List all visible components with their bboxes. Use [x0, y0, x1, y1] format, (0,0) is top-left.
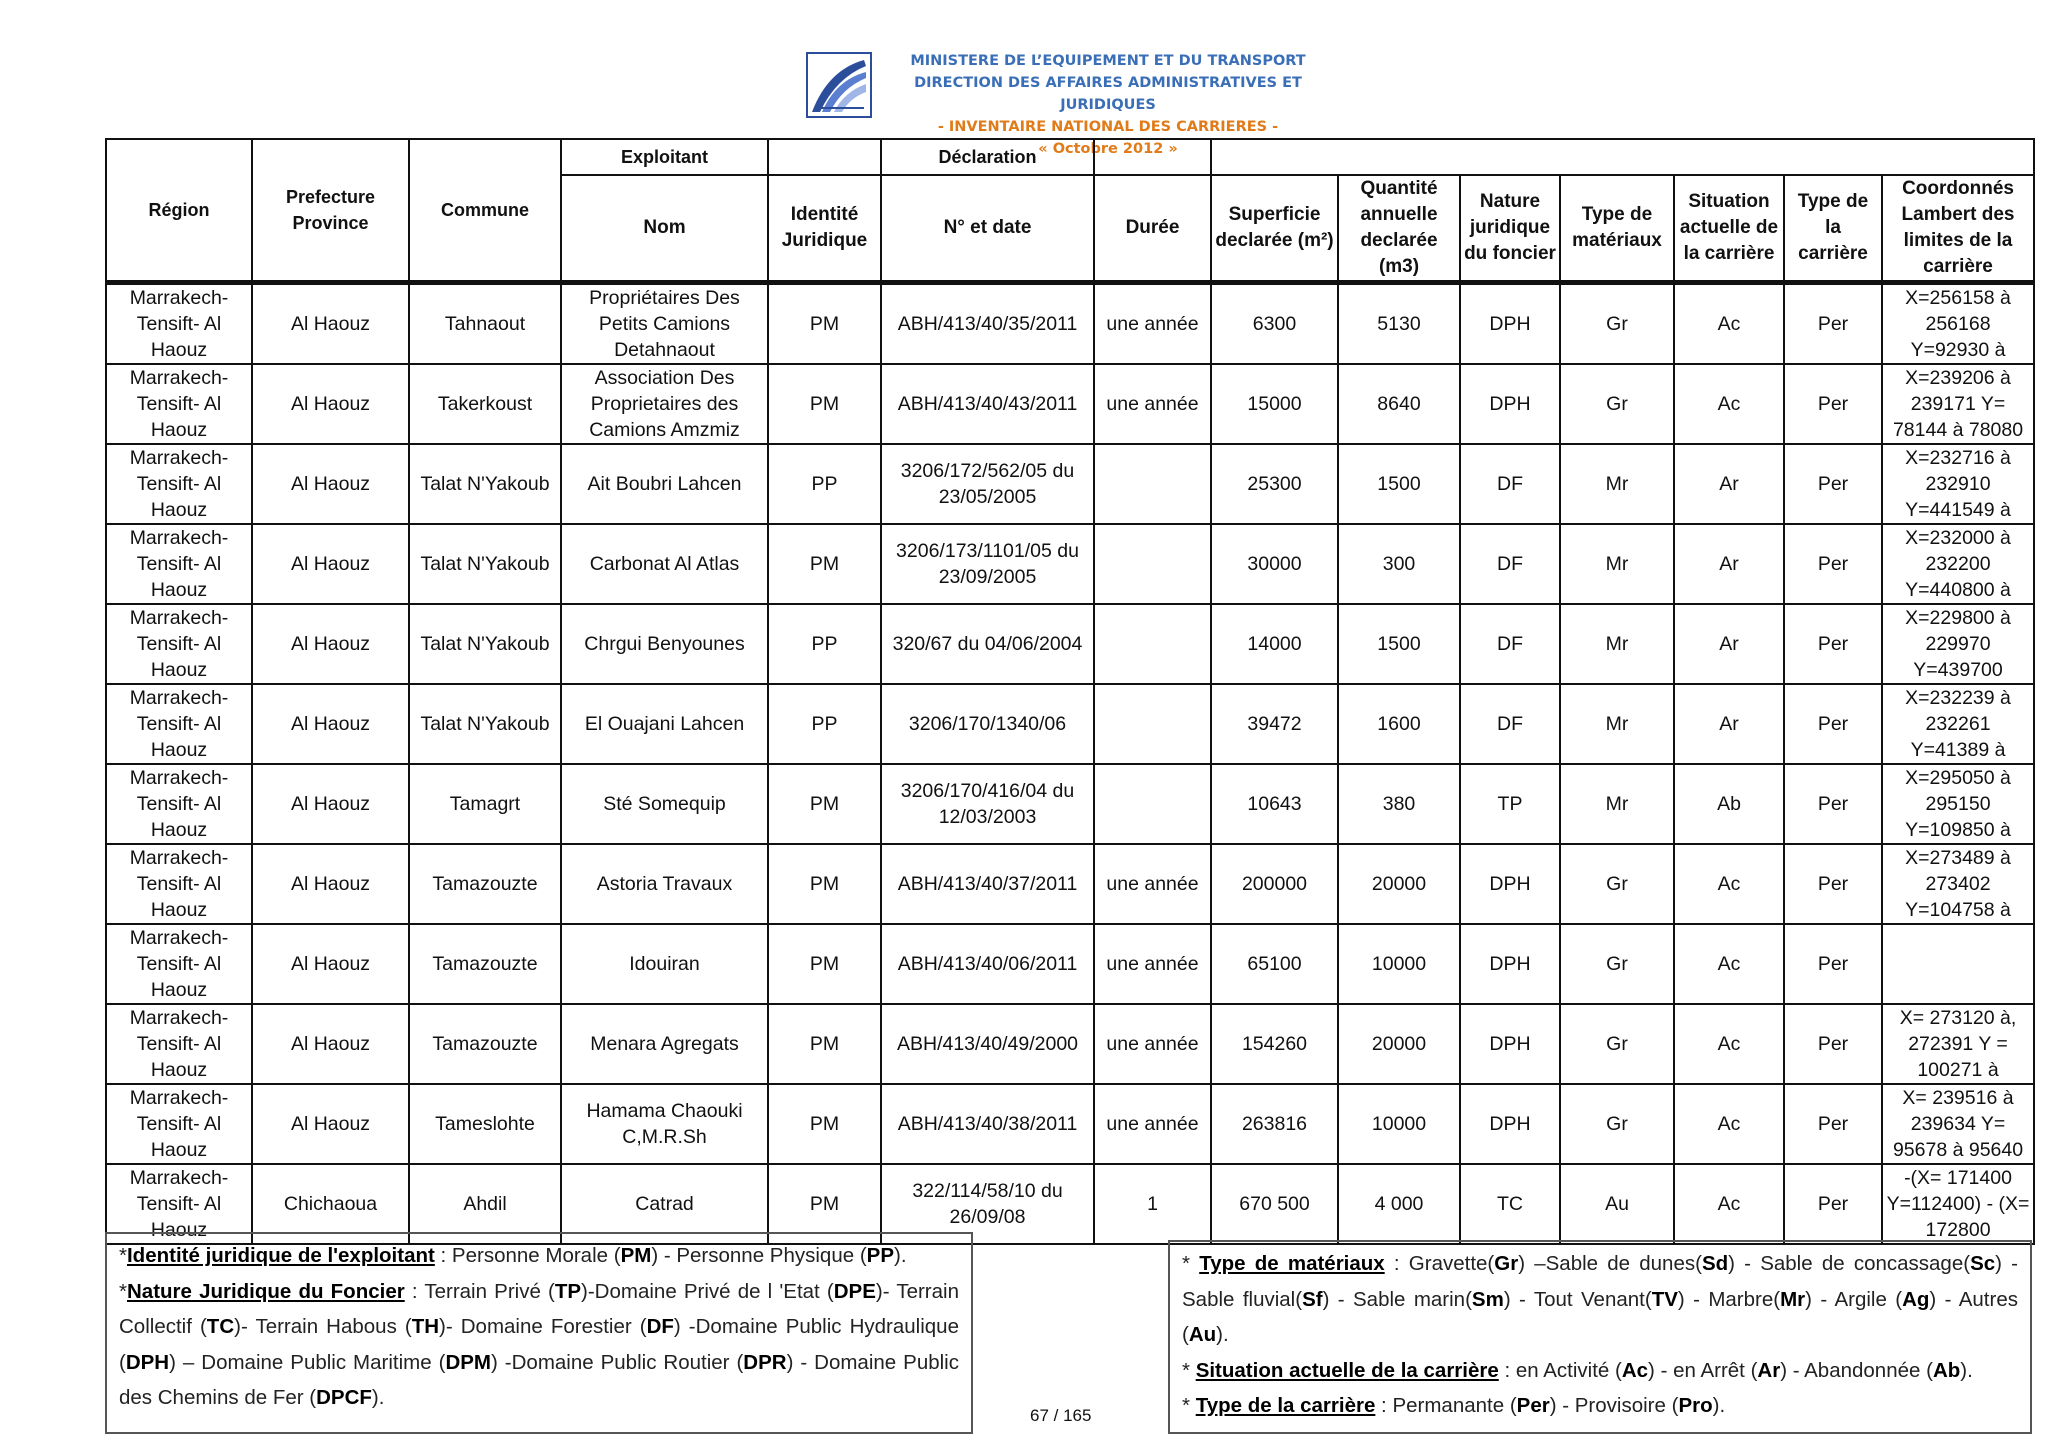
- legend-text: ).: [371, 1386, 385, 1409]
- group-header-declaration: Déclaration: [881, 139, 1094, 175]
- legend-code: TH: [411, 1315, 440, 1338]
- table-cell: DPH: [1460, 283, 1560, 365]
- table-cell: Al Haouz: [252, 684, 409, 764]
- table-cell: Ait Boubri Lahcen: [561, 444, 768, 524]
- table-cell: 30000: [1211, 524, 1338, 604]
- table-cell: 10000: [1338, 1084, 1460, 1164]
- table-cell: une année: [1094, 1004, 1211, 1084]
- table-row: [106, 684, 2034, 764]
- legend-title: Nature Juridique du Foncier: [126, 1279, 405, 1303]
- table-row: [106, 924, 2034, 1004]
- table-cell: Al Haouz: [252, 283, 409, 365]
- legend-text: ).: [1216, 1323, 1229, 1346]
- legend-title: Identité juridique de l'exploitant: [126, 1244, 435, 1267]
- table-cell: 20000: [1338, 1004, 1460, 1084]
- quarry-inventory-table: [105, 138, 2035, 1245]
- table-cell: Gr: [1560, 844, 1674, 924]
- table-cell: Au: [1560, 1164, 1674, 1244]
- table-cell: Marrakech- Tensift- Al Haouz: [106, 283, 252, 365]
- col-header: Identité Juridique: [768, 175, 881, 283]
- table-row: [106, 844, 2034, 924]
- table-cell: PM: [768, 1084, 881, 1164]
- table-cell: 39472: [1211, 684, 1338, 764]
- legend-text: ) - Personne Physique (: [651, 1244, 867, 1267]
- col-header: Superficie declarée (m²): [1211, 175, 1338, 283]
- table-cell: 14000: [1211, 604, 1338, 684]
- table-cell: Al Haouz: [252, 764, 409, 844]
- table-row: [106, 764, 2034, 844]
- table-cell: Marrakech- Tensift- Al Haouz: [106, 924, 252, 1004]
- legend-code: DPH: [125, 1350, 170, 1374]
- legend-text: ) - Provisoire (: [1549, 1394, 1679, 1417]
- table-cell: Marrakech- Tensift- Al Haouz: [106, 604, 252, 684]
- table-cell: DPH: [1460, 924, 1560, 1004]
- legend-code: Ag: [1902, 1287, 1930, 1311]
- table-row: [106, 1084, 2034, 1164]
- table-cell: Marrakech- Tensift- Al Haouz: [106, 1084, 252, 1164]
- table-cell: El Ouajani Lahcen: [561, 684, 768, 764]
- table-cell: [1094, 684, 1211, 764]
- legend-text: )- Terrain Collectif (: [119, 1279, 959, 1338]
- table-cell: Ar: [1674, 444, 1784, 524]
- legend-text: ).: [894, 1244, 907, 1267]
- table-cell: TP: [1460, 764, 1560, 844]
- table-cell: Tahnaout: [409, 283, 561, 365]
- table-cell: 8640: [1338, 364, 1460, 444]
- table-cell: X=273489 à 273402 Y=104758 à: [1882, 844, 2034, 924]
- col-header: Coordonnés Lambert des limites de la carrière: [1882, 175, 2034, 283]
- legend-text: ).: [1960, 1358, 1973, 1382]
- table-cell: Ac: [1674, 1004, 1784, 1084]
- table-cell: ABH/413/40/35/2011: [881, 283, 1094, 365]
- table-cell: Marrakech- Tensift- Al Haouz: [106, 1164, 252, 1244]
- table-cell: [1094, 604, 1211, 684]
- table-cell: Ac: [1674, 1084, 1784, 1164]
- legend-code: DPM: [445, 1350, 491, 1374]
- legend-materials-text: * Type de matériaux : Gravette(Gr) –Sable de dunes(Sd) - Sable de concassage(Sc) - Sable fluvial(Sf) - Sable marin(Sm) - Tout Venant(TV) - Marbre(Mr) - Argile (Ag) - Autres (Au).: [1182, 1252, 2018, 1346]
- legend-text: : Gravette(: [1384, 1252, 1495, 1275]
- table-cell: PM: [768, 364, 881, 444]
- group-header-empty: [1211, 139, 2034, 175]
- table-cell: Per: [1784, 604, 1882, 684]
- legend-code: TP: [554, 1279, 582, 1303]
- legend-code: Sd: [1701, 1252, 1729, 1275]
- table-cell: 6300: [1211, 283, 1338, 365]
- table-cell: X=232716 à 232910 Y=441549 à: [1882, 444, 2034, 524]
- group-header-empty: [1094, 139, 1211, 175]
- legend-text: ) -Domaine Public Routier (: [491, 1350, 744, 1374]
- legend-text: ) - Sable de concassage(: [1728, 1252, 1971, 1275]
- table-cell: [1094, 444, 1211, 524]
- table-cell: DF: [1460, 444, 1560, 524]
- legend-code: Sc: [1970, 1252, 1996, 1275]
- col-header: Nature juridique du foncier: [1460, 175, 1560, 283]
- legend-code: Au: [1188, 1323, 1217, 1346]
- table-cell: Per: [1784, 283, 1882, 365]
- table-cell: 20000: [1338, 844, 1460, 924]
- table-cell: Propriétaires Des Petits Camions Detahnaout: [561, 283, 768, 365]
- table-cell: -(X= 171400 Y=112400) - (X= 172800: [1882, 1164, 2034, 1244]
- legend-text: : Personne Morale (: [434, 1244, 621, 1267]
- table-cell: X=295050 à 295150 Y=109850 à: [1882, 764, 2034, 844]
- header-date: « Octobre 2012 »: [1038, 141, 1178, 157]
- legend-text: )- Domaine Forestier (: [439, 1315, 647, 1338]
- legend-text: )-Domaine Privé de l 'Etat (: [581, 1279, 834, 1303]
- legend-foncier-text: *Nature Juridique du Foncier : Terrain Privé (TP)-Domaine Privé de l 'Etat (DPE)- Terrain Collectif (TC)- Terrain Habous (TH)- Domaine Forestier (DF) -Domaine Public Hydraulique (DPH) – Domaine Public Maritime (DPM) -Domaine Public Routier (DPR) - Domaine Public des Chemins de Fer (DPCF).: [119, 1279, 959, 1409]
- table-cell: Al Haouz: [252, 1004, 409, 1084]
- table-cell: une année: [1094, 924, 1211, 1004]
- table-cell: Mr: [1560, 604, 1674, 684]
- table-cell: Takerkoust: [409, 364, 561, 444]
- legend-title: Type de la carrière: [1195, 1394, 1376, 1417]
- table-cell: X= 273120 à, 272391 Y = 100271 à: [1882, 1004, 2034, 1084]
- legend-title: Type de matériaux: [1199, 1252, 1385, 1275]
- table-cell: [1094, 524, 1211, 604]
- table-cell: 3206/173/1101/05 du 23/09/2005: [881, 524, 1094, 604]
- table-cell: 380: [1338, 764, 1460, 844]
- table-cell: Al Haouz: [252, 604, 409, 684]
- table-cell: Marrakech- Tensift- Al Haouz: [106, 444, 252, 524]
- legend-text: ) - en Arrêt (: [1648, 1358, 1758, 1382]
- group-header-row: [106, 139, 2034, 175]
- table-cell: Marrakech- Tensift- Al Haouz: [106, 764, 252, 844]
- table-cell: Talat N'Yakoub: [409, 604, 561, 684]
- table-cell: Mr: [1560, 764, 1674, 844]
- table-cell: ABH/413/40/43/2011: [881, 364, 1094, 444]
- table-cell: 3206/172/562/05 du 23/05/2005: [881, 444, 1094, 524]
- table-cell: X=232239 à 232261 Y=41389 à: [1882, 684, 2034, 764]
- group-header-exploitant: Exploitant: [561, 139, 768, 175]
- table-cell: Tamagrt: [409, 764, 561, 844]
- legend-code: DF: [646, 1315, 674, 1338]
- table-cell: PM: [768, 283, 881, 365]
- table-cell: Per: [1784, 764, 1882, 844]
- legend-text: ) - Argile (: [1805, 1287, 1903, 1311]
- table-cell: Ac: [1674, 1164, 1784, 1244]
- legend-text: )- Terrain Habous (: [234, 1315, 412, 1338]
- col-header: Quantité annuelle declarée (m3): [1338, 175, 1460, 283]
- table-cell: X=232000 à 232200 Y=440800 à: [1882, 524, 2034, 604]
- table-cell: une année: [1094, 364, 1211, 444]
- legend-code: Mr: [1780, 1287, 1806, 1311]
- table-body: [106, 283, 2034, 1245]
- legend-code: Ac: [1621, 1358, 1649, 1382]
- table-cell: DPH: [1460, 1084, 1560, 1164]
- legend-code: TC: [206, 1315, 235, 1338]
- table-cell: Marrakech- Tensift- Al Haouz: [106, 844, 252, 924]
- table-cell: 300: [1338, 524, 1460, 604]
- table-cell: PM: [768, 764, 881, 844]
- table-cell: DPH: [1460, 364, 1560, 444]
- table-cell: une année: [1094, 283, 1211, 365]
- table-cell: Al Haouz: [252, 924, 409, 1004]
- table-cell: Gr: [1560, 364, 1674, 444]
- table-cell: Hamama Chaouki C,M.R.Sh: [561, 1084, 768, 1164]
- table-cell: DF: [1460, 524, 1560, 604]
- table-cell: Catrad: [561, 1164, 768, 1244]
- table-cell: DF: [1460, 684, 1560, 764]
- table-cell: Al Haouz: [252, 524, 409, 604]
- table-cell: X=239206 à 239171 Y= 78144 à 78080: [1882, 364, 2034, 444]
- col-header: Type de la carrière: [1784, 175, 1882, 283]
- legend-text: ) - Marbre(: [1677, 1287, 1781, 1311]
- table-cell: Chichaoua: [252, 1164, 409, 1244]
- legend-code: DPR: [743, 1350, 787, 1374]
- table-cell: Talat N'Yakoub: [409, 444, 561, 524]
- table-cell: Al Haouz: [252, 444, 409, 524]
- table-cell: une année: [1094, 1084, 1211, 1164]
- legend-identity-line: *Identité juridique de l'exploitant : Personne Morale (PM) - Personne Physique (PP).: [119, 1244, 907, 1267]
- table-cell: Tameslohte: [409, 1084, 561, 1164]
- legend-code: Gr: [1494, 1252, 1519, 1275]
- table-cell: Per: [1784, 684, 1882, 764]
- table-cell: Ar: [1674, 524, 1784, 604]
- table-cell: Tamazouzte: [409, 844, 561, 924]
- table-cell: Ar: [1674, 684, 1784, 764]
- ministry-logo: [806, 52, 872, 118]
- table-cell: Sté Somequip: [561, 764, 768, 844]
- table-cell: PM: [768, 844, 881, 924]
- table-cell: Ahdil: [409, 1164, 561, 1244]
- table-cell: Per: [1784, 1004, 1882, 1084]
- col-header: Prefecture Province: [252, 139, 409, 283]
- col-header: Commune: [409, 139, 561, 283]
- table-cell: Al Haouz: [252, 364, 409, 444]
- table-cell: Mr: [1560, 444, 1674, 524]
- table-cell: Mr: [1560, 684, 1674, 764]
- legend-code: PP: [866, 1244, 895, 1267]
- table-cell: Gr: [1560, 1004, 1674, 1084]
- table-cell: Per: [1784, 924, 1882, 1004]
- table-cell: DPH: [1460, 844, 1560, 924]
- table-cell: 3206/170/416/04 du 12/03/2003: [881, 764, 1094, 844]
- table-cell: PP: [768, 604, 881, 684]
- table-cell: X= 239516 à 239634 Y= 95678 à 95640: [1882, 1084, 2034, 1164]
- legend-code: Ar: [1757, 1358, 1781, 1382]
- table-cell: Astoria Travaux: [561, 844, 768, 924]
- col-header: Durée: [1094, 175, 1211, 283]
- legend-text: ) - Sable fluvial(: [1182, 1252, 2018, 1311]
- table-cell: 1500: [1338, 444, 1460, 524]
- table-cell: Marrakech- Tensift- Al Haouz: [106, 364, 252, 444]
- table-cell: Per: [1784, 524, 1882, 604]
- table-cell: Ab: [1674, 764, 1784, 844]
- legend-code: Sm: [1471, 1287, 1504, 1311]
- table-cell: PM: [768, 524, 881, 604]
- table-cell: 263816: [1211, 1084, 1338, 1164]
- table-cell: Ac: [1674, 283, 1784, 365]
- legend-right: [1168, 1240, 2032, 1434]
- col-header: Nom: [561, 175, 768, 283]
- legend-situation-line: * Situation actuelle de la carrière : en Activité (Ac) - en Arrêt (Ar) - Abandonnée (Ab).: [1182, 1358, 1973, 1382]
- legend-code: PM: [620, 1244, 652, 1267]
- table-cell: 10000: [1338, 924, 1460, 1004]
- legend-text: : Terrain Privé (: [404, 1279, 555, 1303]
- table-cell: PP: [768, 684, 881, 764]
- table-cell: DF: [1460, 604, 1560, 684]
- table-cell: 200000: [1211, 844, 1338, 924]
- table-cell: Al Haouz: [252, 1084, 409, 1164]
- table-cell: Gr: [1560, 283, 1674, 365]
- table-cell: 5130: [1338, 283, 1460, 365]
- legend-text: ) - Sable marin(: [1322, 1287, 1472, 1311]
- table-cell: Tamazouzte: [409, 1004, 561, 1084]
- legend-code: DPCF: [316, 1386, 372, 1409]
- legend-text: : en Activité (: [1498, 1358, 1622, 1382]
- table-row: [106, 1004, 2034, 1084]
- table-cell: Menara Agregats: [561, 1004, 768, 1084]
- table-cell: PM: [768, 924, 881, 1004]
- table-cell: Marrakech- Tensift- Al Haouz: [106, 1004, 252, 1084]
- legend-code: Pro: [1678, 1394, 1713, 1417]
- table-cell: X=229800 à 229970 Y=439700: [1882, 604, 2034, 684]
- table-cell: ABH/413/40/37/2011: [881, 844, 1094, 924]
- legend-code: DPE: [833, 1279, 876, 1303]
- table-cell: ABH/413/40/38/2011: [881, 1084, 1094, 1164]
- table-cell: Gr: [1560, 1084, 1674, 1164]
- table-cell: PM: [768, 1164, 881, 1244]
- table-cell: Per: [1784, 844, 1882, 924]
- table-cell: Marrakech- Tensift- Al Haouz: [106, 684, 252, 764]
- table-cell: X=256158 à 256168 Y=92930 à: [1882, 283, 2034, 365]
- table-cell: 1600: [1338, 684, 1460, 764]
- table-cell: Al Haouz: [252, 844, 409, 924]
- table-cell: Association Des Proprietaires des Camions Amzmiz: [561, 364, 768, 444]
- table-row: [106, 364, 2034, 444]
- legend-text: ) - Domaine Public des Chemins de Fer (: [119, 1350, 959, 1409]
- table-cell: Carbonat Al Atlas: [561, 524, 768, 604]
- table-cell: Ac: [1674, 924, 1784, 1004]
- table-cell: Idouiran: [561, 924, 768, 1004]
- legend-text: ) – Domaine Public Maritime (: [169, 1350, 446, 1374]
- table-row: [106, 604, 2034, 684]
- table-cell: Ac: [1674, 364, 1784, 444]
- table-cell: [1094, 764, 1211, 844]
- legend-text: ) –Sable de dunes(: [1518, 1252, 1702, 1275]
- table-cell: Mr: [1560, 524, 1674, 604]
- table-cell: 25300: [1211, 444, 1338, 524]
- table-cell: Gr: [1560, 924, 1674, 1004]
- col-header: Type de matériaux: [1560, 175, 1674, 283]
- col-header: N° et date: [881, 175, 1094, 283]
- table-cell: Per: [1784, 444, 1882, 524]
- table-cell: 1500: [1338, 604, 1460, 684]
- legend-text: ) - Autres (: [1182, 1287, 2018, 1346]
- header-ministry: MINISTERE DE L’EQUIPEMENT ET DU TRANSPORT: [910, 53, 1306, 69]
- group-header-empty: [768, 139, 881, 175]
- table-cell: TC: [1460, 1164, 1560, 1244]
- table-cell: Chrgui Benyounes: [561, 604, 768, 684]
- table-cell: Per: [1784, 364, 1882, 444]
- legend-title: Situation actuelle de la carrière: [1195, 1358, 1499, 1382]
- table-row: [106, 283, 2034, 365]
- table-cell: Ac: [1674, 844, 1784, 924]
- legend-code: TV: [1651, 1287, 1678, 1311]
- table-cell: une année: [1094, 844, 1211, 924]
- legend-text: ) - Abandonnée (: [1780, 1358, 1933, 1382]
- table-cell: 1: [1094, 1164, 1211, 1244]
- table-cell: 3206/170/1340/06: [881, 684, 1094, 764]
- table-cell: ABH/413/40/06/2011: [881, 924, 1094, 1004]
- legend-text: ).: [1712, 1394, 1726, 1417]
- table-cell: Talat N'Yakoub: [409, 684, 561, 764]
- col-header: Situation actuelle de la carrière: [1674, 175, 1784, 283]
- table-cell: Talat N'Yakoub: [409, 524, 561, 604]
- legend-text: ) -Domaine Public Hydraulique (: [119, 1315, 959, 1374]
- header-direction: DIRECTION DES AFFAIRES ADMINISTRATIVES ET JURIDIQUES: [914, 75, 1302, 113]
- table-cell: ABH/413/40/49/2000: [881, 1004, 1094, 1084]
- table-row: [106, 444, 2034, 524]
- page-number: 67 / 165: [1030, 1406, 1092, 1425]
- col-header: Région: [106, 139, 252, 283]
- table-cell: DPH: [1460, 1004, 1560, 1084]
- table-cell: 670 500: [1211, 1164, 1338, 1244]
- legend-code: Sf: [1302, 1287, 1323, 1311]
- table-cell: 320/67 du 04/06/2004: [881, 604, 1094, 684]
- table-cell: 154260: [1211, 1004, 1338, 1084]
- table-row: [106, 524, 2034, 604]
- table-cell: Ar: [1674, 604, 1784, 684]
- legend-code: Per: [1516, 1394, 1550, 1417]
- table-cell: Marrakech- Tensift- Al Haouz: [106, 524, 252, 604]
- header-inventory: - INVENTAIRE NATIONAL DES CARRIERES -: [937, 119, 1279, 135]
- legend-left: [105, 1232, 973, 1434]
- table-cell: Per: [1784, 1084, 1882, 1164]
- table-cell: PM: [768, 1004, 881, 1084]
- table-cell: Per: [1784, 1164, 1882, 1244]
- legend-type-line: * Type de la carrière : Permanante (Per) - Provisoire (Pro).: [1182, 1394, 1726, 1417]
- table-cell: 4 000: [1338, 1164, 1460, 1244]
- table-cell: 10643: [1211, 764, 1338, 844]
- table-cell: 65100: [1211, 924, 1338, 1004]
- table-cell: Tamazouzte: [409, 924, 561, 1004]
- table-cell: [1882, 924, 2034, 1004]
- legend-text: ) - Tout Venant(: [1503, 1287, 1652, 1311]
- table-cell: PP: [768, 444, 881, 524]
- legend-text: : Permanante (: [1375, 1394, 1517, 1417]
- table-cell: 15000: [1211, 364, 1338, 444]
- legend-code: Ab: [1932, 1358, 1961, 1382]
- table-cell: 322/114/58/10 du 26/09/08: [881, 1164, 1094, 1244]
